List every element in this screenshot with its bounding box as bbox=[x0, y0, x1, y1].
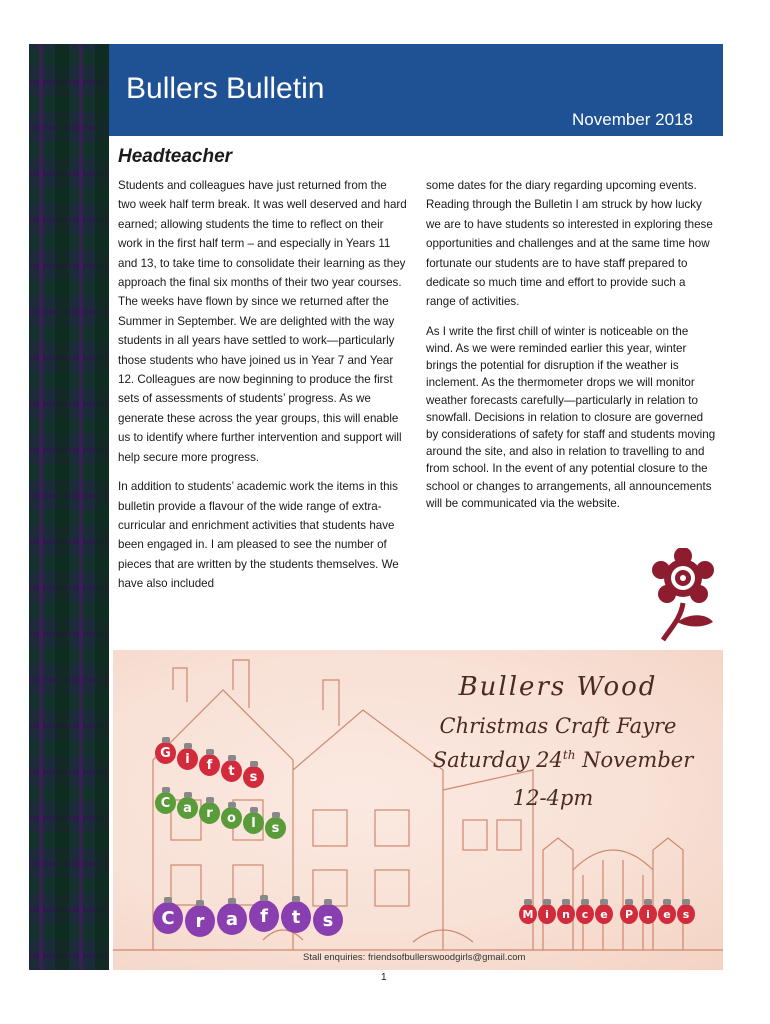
paragraph: Students and colleagues have just returned from the two week half term break. It was well deserved and hard earned; allowing students the time to reflect on their work in the first half term – and especially in Years 11 and 13, to take time to consolidate their learning as they approach the final six months of their two year courses. The weeks have flown by since we returned after the Summer in September. We are delighted with the way students in all years have settled to work—particularly those students who have joined us in Year 7 and Year 12. Colleagues are now beginning to produce the first sets of assessments of students’ progress. As we generate these across the year groups, this will enable us to identify where further intervention and support will help secure more progress. bbox=[118, 179, 407, 464]
header-banner bbox=[109, 44, 723, 136]
paragraph: some dates for the diary regarding upcoming events. Reading through the Bulletin I am struck by how lucky we are to have students so interested in exploring these opportunities and challenges and at the same time how fortunate our students are to have staff prepared to dedicate so much time and effort to provide such a range of activities. bbox=[426, 179, 713, 309]
bulb: i bbox=[538, 904, 556, 924]
bulb: M bbox=[519, 904, 537, 924]
bulb: t bbox=[281, 901, 311, 933]
bulb: s bbox=[243, 766, 264, 788]
newsletter-title: Bullers Bulletin bbox=[126, 72, 325, 105]
page-number: 1 bbox=[381, 972, 387, 983]
bulb: o bbox=[221, 807, 242, 829]
craft-fayre-poster bbox=[113, 650, 723, 970]
bulb: e bbox=[658, 904, 676, 924]
left-column bbox=[118, 176, 408, 594]
bulb: s bbox=[677, 904, 695, 924]
mince-pies-bulbs bbox=[519, 904, 696, 924]
bulb: P bbox=[620, 904, 638, 924]
fayre-event-name: Christmas Craft Fayre bbox=[439, 714, 677, 738]
bulb: l bbox=[243, 812, 264, 834]
bulb: G bbox=[155, 742, 176, 764]
paragraph: In addition to students’ academic work the items in this bulletin provide a flavour of the wide range of extra-curricular and enrichment activities that students have been engaged in. I am pleased to see the number of pieces that are written by the students themselves. We have also included bbox=[118, 480, 399, 591]
fayre-time: 12-4pm bbox=[512, 786, 594, 810]
bulb: s bbox=[313, 904, 343, 936]
bulb: i bbox=[639, 904, 657, 924]
paragraph: As I write the first chill of winter is noticeable on the wind. As we were reminded earlier this year, winter brings the potential for disruption if the weather is inclement. As the thermometer drops we will monitor weather forecasts carefully—particularly in relation to snowfall. Decisions in relation to closure are governed by considerations of safety for staff and students moving around the site, and also in relation to travelling to and from school. In the event of any potential closure to the school or changes to arrangements, all announcements will be communicated via the website. bbox=[426, 324, 716, 510]
bulb: a bbox=[177, 797, 198, 819]
school-rose-logo bbox=[647, 548, 719, 644]
right-column bbox=[426, 176, 716, 512]
bulb: s bbox=[265, 817, 286, 839]
bulb: C bbox=[153, 902, 183, 934]
stall-enquiries: Stall enquiries: friendsofbullerswoodgirls@gmail.com bbox=[303, 952, 526, 963]
bulb: r bbox=[185, 905, 215, 937]
bulb: i bbox=[177, 748, 198, 770]
bulb: e bbox=[595, 904, 613, 924]
gifts-bulbs bbox=[155, 742, 265, 785]
carols-bulbs bbox=[155, 792, 287, 836]
fayre-date-main: Saturday 24 bbox=[432, 748, 563, 772]
issue-date: November 2018 bbox=[572, 110, 693, 129]
bulb: a bbox=[217, 903, 247, 935]
fayre-date-suffix: th bbox=[562, 748, 576, 762]
bulb: t bbox=[221, 760, 242, 782]
fayre-date-month: November bbox=[575, 748, 694, 772]
bulb: C bbox=[155, 792, 176, 814]
bulb: r bbox=[199, 802, 220, 824]
bulb: n bbox=[557, 904, 575, 924]
tartan-stripe bbox=[29, 44, 109, 970]
fayre-school-name: Bullers Wood bbox=[458, 672, 658, 702]
bulb: f bbox=[249, 900, 279, 932]
fayre-date bbox=[413, 748, 713, 772]
section-heading: Headteacher bbox=[118, 146, 233, 167]
bulb: c bbox=[576, 904, 594, 924]
bulb: f bbox=[199, 754, 220, 776]
crafts-bulbs bbox=[153, 902, 345, 934]
